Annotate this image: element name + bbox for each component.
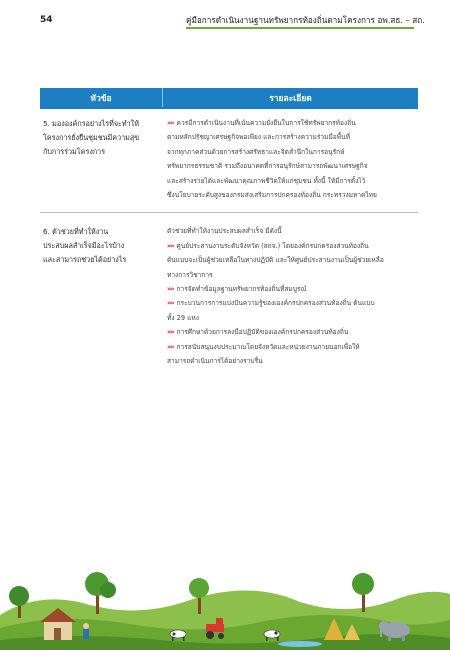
topic-line: ประสบผลสำเร็จมีอะไรบ้าง xyxy=(43,241,125,251)
row-detail xyxy=(162,213,418,368)
list-item xyxy=(167,282,418,296)
topic-line: กับการร่วมโครงการ xyxy=(43,147,106,156)
list-item xyxy=(167,296,418,310)
topic-line: 6. ตัวช่วยที่ทำให้งาน xyxy=(43,227,109,237)
detail-line: ซึ่งนโยบายระดับสูงของกรมส่งเสริมการปกครองท้องถิ่น กระทรวงมหาดไทย xyxy=(167,191,377,200)
list-item-continuation: ทั้ง 29 แห่ง xyxy=(167,313,199,322)
list-item-continuation: สามารถดำเนินการได้อย่างราบรื่น xyxy=(167,357,263,366)
table-row xyxy=(40,109,418,202)
list-item xyxy=(167,239,418,253)
detail-intro: ตัวช่วยที่ทำให้งานประสบผลสำเร็จ มีดังนี้ xyxy=(167,227,282,236)
detail-text: ควรมีการดำเนินงานที่เน้นความยั่งยืนในการใช้ทรัพยากรท้องถิ่น xyxy=(176,119,356,127)
list-item xyxy=(167,340,418,354)
list-item-continuation: ต้นแบบจะเป็นผู้ช่วยเหลือในทางปฏิบัติ และให้ศูนย์ประสานงานเป็นผู้ช่วยเหลือ xyxy=(167,256,384,265)
pond-icon xyxy=(278,641,322,647)
rural-landscape-illustration xyxy=(0,560,450,650)
detail-line xyxy=(167,116,418,130)
double-chevron-right-icon: »» xyxy=(167,285,174,294)
list-item-text: ศูนย์ประสานงานระดับจังหวัด (สถจ.) โดยองค์กรปกครองส่วนท้องถิ่น xyxy=(176,241,369,250)
detail-line: ทรัพยากรธรรมชาติ รวมถึงอนาคตที่การอนุรักษ์สามารถพัฒนาเศรษฐกิจ xyxy=(167,162,368,171)
content-table xyxy=(40,88,418,369)
list-item-text: การศึกษาด้วยการลงมือปฏิบัติของเองค์กรปกครองส่วนท้องถิ่น xyxy=(176,328,349,337)
farmer-icon xyxy=(83,623,89,639)
detail-line: ตามหลักปรัชญาเศรษฐกิจพอเพียง และการสร้างความร่วมมือพื้นที่ xyxy=(167,133,350,142)
running-head: คู่มือการดำเนินงานฐานทรัพยากรท้องถิ่นตามโครงการ อพ.สธ. – สถ. xyxy=(186,15,425,25)
running-head-rule xyxy=(186,27,414,29)
table-header xyxy=(40,88,418,107)
detail-line: จากทุกภาคส่วนด้วยการสร้างศรัทธาและจิตสำนึกในการอนุรักษ์ xyxy=(167,147,345,156)
row-topic xyxy=(40,213,162,368)
row-detail xyxy=(162,109,418,202)
double-chevron-right-icon: »» xyxy=(167,328,174,337)
topic-line: โครงการยั่งยืนชุมชนมีความสุข xyxy=(43,133,140,142)
table-row xyxy=(40,213,418,368)
double-chevron-right-icon: »» xyxy=(167,241,174,250)
page-number: 54 xyxy=(40,15,53,25)
list-item-text: กระบวนการการแบ่งปันความรู้ของเองค์กรปกครองส่วนท้องถิ่น ต้นแบบ xyxy=(176,299,375,308)
detail-line: และสร้างรายได้และพัฒนาคุณภาพชีวิตให้แก่ชุมชน ทั้งนี้ ให้มีการตั้งไว้ xyxy=(167,176,366,185)
row-topic xyxy=(40,109,162,202)
list-item-text: การสนับสนุนงบประมาณโดยจังหวัดและหน่วยงานภายนอกเพื่อให้ xyxy=(176,342,360,351)
tree-icon xyxy=(352,573,374,612)
double-chevron-right-icon: »» xyxy=(167,342,174,351)
topic-line: 5. มององค์กรอย่างไรที่จะทำให้ xyxy=(43,119,139,128)
list-item xyxy=(167,325,418,339)
topic-line: และสามารถช่วยได้อย่างไร xyxy=(43,255,127,265)
column-header-topic: หัวข้อ xyxy=(90,93,112,104)
double-chevron-right-icon: »» xyxy=(167,119,174,127)
column-header-detail: รายละเอียด xyxy=(162,88,418,107)
list-item-continuation: ทางการวิชาการ xyxy=(167,270,213,279)
list-item-text: การจัดทำข้อมูลฐานทรัพยากรท้องถิ่นที่สมบูรณ์ xyxy=(176,285,307,294)
double-chevron-right-icon: »» xyxy=(167,299,174,308)
